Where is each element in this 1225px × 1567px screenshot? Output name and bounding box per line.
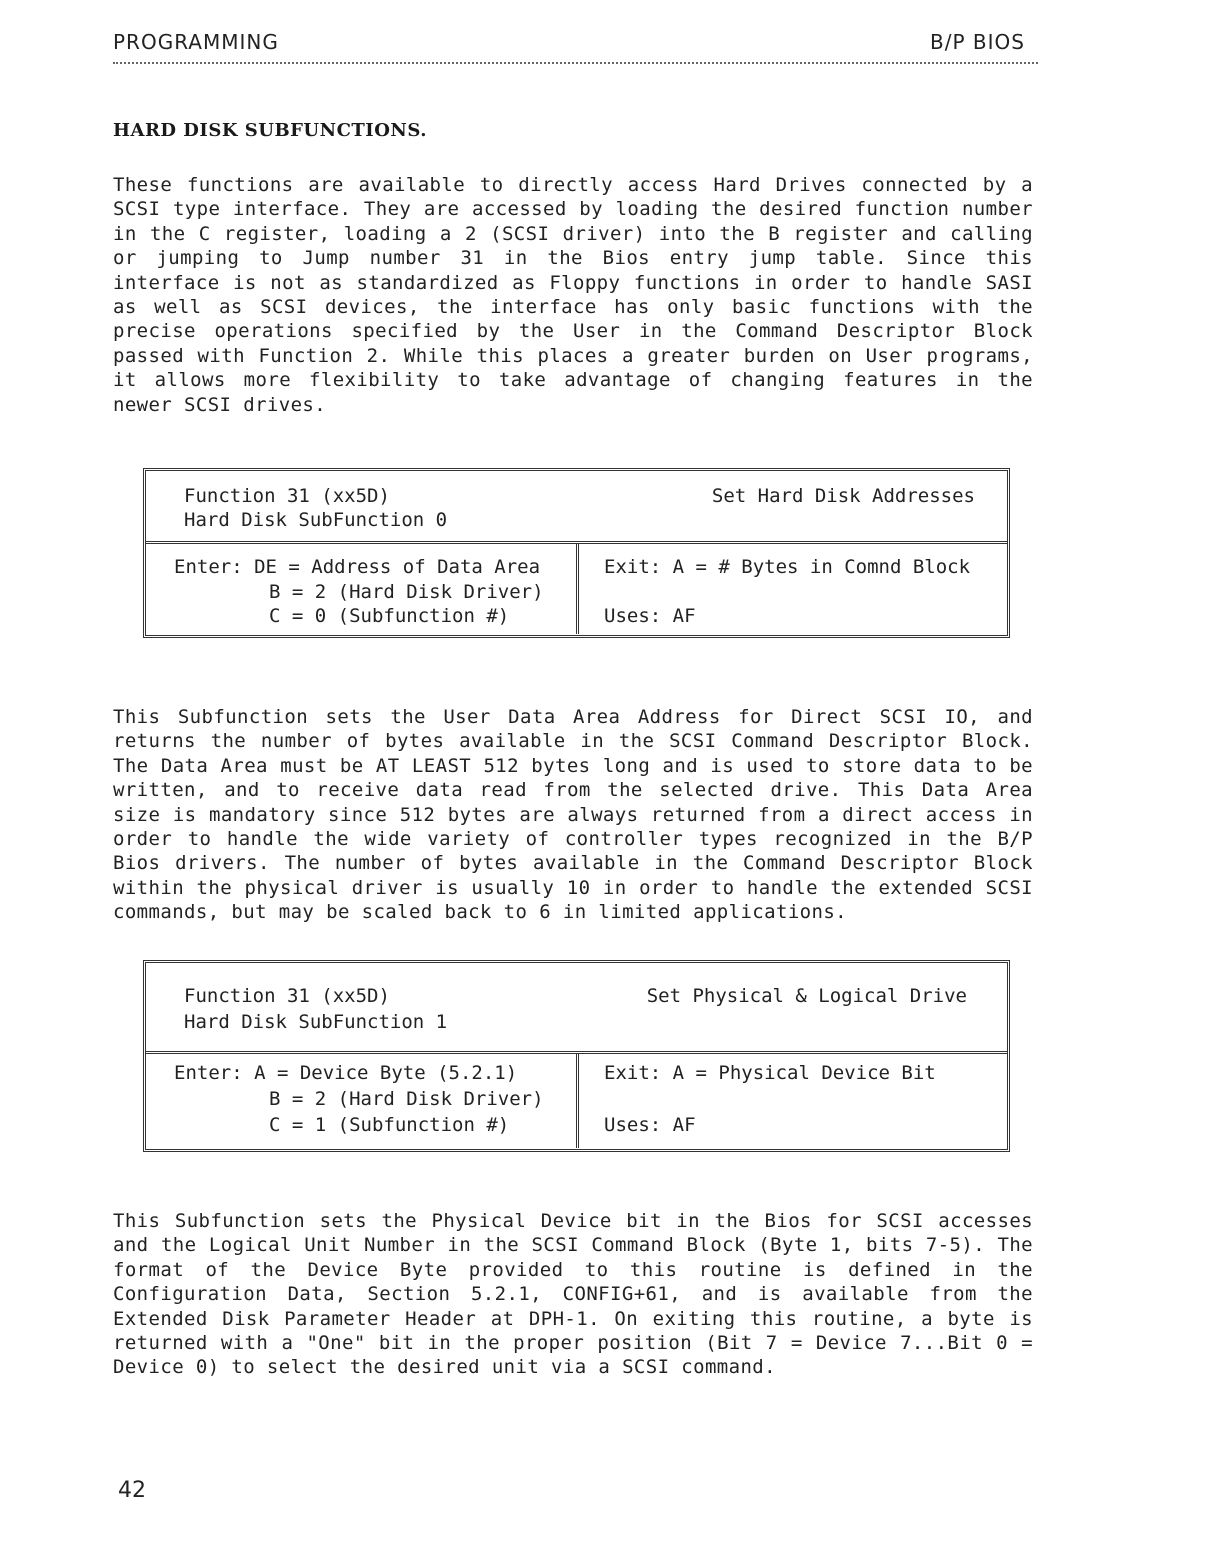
intro-paragraph: These functions are available to directly access Hard Drives connected by a SCSI type interface. They are accessed by loading the desired function number in the C register, loading a 2 (SCSI driver) into the B register and calling or jumping to Jump number 31 in the Bios entry jump table. Since this interface is not as standardized as Floppy functions in order to handle SASI as well as SCSI devices, the interface has only basic functions with the precise operations specified by the User in the Command Descriptor Block passed with Function 2. While this places a greater burden on User programs, it allows more flexibility to take advantage of changing features in the newer SCSI drives. bbox=[113, 174, 1033, 416]
exit-parameters bbox=[579, 544, 1007, 634]
function-box-body bbox=[146, 544, 1007, 634]
function-number: Function 31 (xx5D) bbox=[184, 485, 390, 507]
enter-parameters bbox=[146, 1054, 579, 1148]
header-divider bbox=[113, 62, 1038, 64]
enter-line: B = 2 (Hard Disk Driver) bbox=[269, 581, 544, 603]
uses-line: Uses: AF bbox=[604, 605, 696, 627]
exit-line: Exit: A = Physical Device Bit bbox=[604, 1062, 936, 1084]
running-header-right: B/P BIOS bbox=[930, 30, 1025, 54]
subfunction-1-paragraph: This Subfunction sets the Physical Device bit in the Bios for SCSI accesses and the Logical Unit Number in the SCSI Command Block (Byte 1, bits 7-5). The format of the Device Byte provided to this routine is defined in the Configuration Data, Section 5.2.1, CONFIG+61, and is available from the Extended Disk Parameter Header at DPH-1. On exiting this routine, a byte is returned with a "One" bit in the proper position (Bit 7 = Device 7...Bit 0 = Device 0) to select the desired unit via a SCSI command. bbox=[113, 1210, 1033, 1379]
exit-parameters bbox=[579, 1054, 1007, 1148]
function-box-header bbox=[146, 963, 1007, 1054]
enter-line: B = 2 (Hard Disk Driver) bbox=[269, 1088, 544, 1110]
function-box-header bbox=[146, 471, 1007, 544]
enter-line: Enter: A = Device Byte (5.2.1) bbox=[174, 1062, 518, 1084]
function-title: Set Hard Disk Addresses bbox=[711, 485, 975, 507]
function-box-body bbox=[146, 1054, 1007, 1148]
function-box-subfunction-1 bbox=[143, 960, 1010, 1152]
page-number: 42 bbox=[118, 1478, 146, 1503]
running-header-left: PROGRAMMING bbox=[113, 30, 279, 54]
exit-line: Exit: A = # Bytes in Comnd Block bbox=[604, 556, 971, 578]
enter-line: Enter: DE = Address of Data Area bbox=[174, 556, 541, 578]
subfunction-label: Hard Disk SubFunction 1 bbox=[184, 1011, 448, 1033]
enter-line: C = 0 (Subfunction #) bbox=[269, 605, 510, 627]
section-title: HARD DISK SUBFUNCTIONS. bbox=[113, 120, 427, 141]
enter-parameters bbox=[146, 544, 579, 634]
subfunction-0-paragraph: This Subfunction sets the User Data Area Address for Direct SCSI IO, and returns the number of bytes available in the SCSI Command Descriptor Block. The Data Area must be AT LEAST 512 bytes long and is used to store data to be written, and to receive data read from the selected drive. This Data Area size is mandatory since 512 bytes are always returned from a direct access in order to handle the wide variety of controller types recognized in the B/P Bios drivers. The number of bytes available in the Command Descriptor Block within the physical driver is usually 10 in order to handle the extended SCSI commands, but may be scaled back to 6 in limited applications. bbox=[113, 706, 1033, 924]
function-title: Set Physical & Logical Drive bbox=[646, 985, 967, 1007]
enter-line: C = 1 (Subfunction #) bbox=[269, 1114, 510, 1136]
uses-line: Uses: AF bbox=[604, 1114, 696, 1136]
function-box-subfunction-0 bbox=[143, 468, 1010, 638]
function-number: Function 31 (xx5D) bbox=[184, 985, 390, 1007]
subfunction-label: Hard Disk SubFunction 0 bbox=[184, 509, 448, 531]
